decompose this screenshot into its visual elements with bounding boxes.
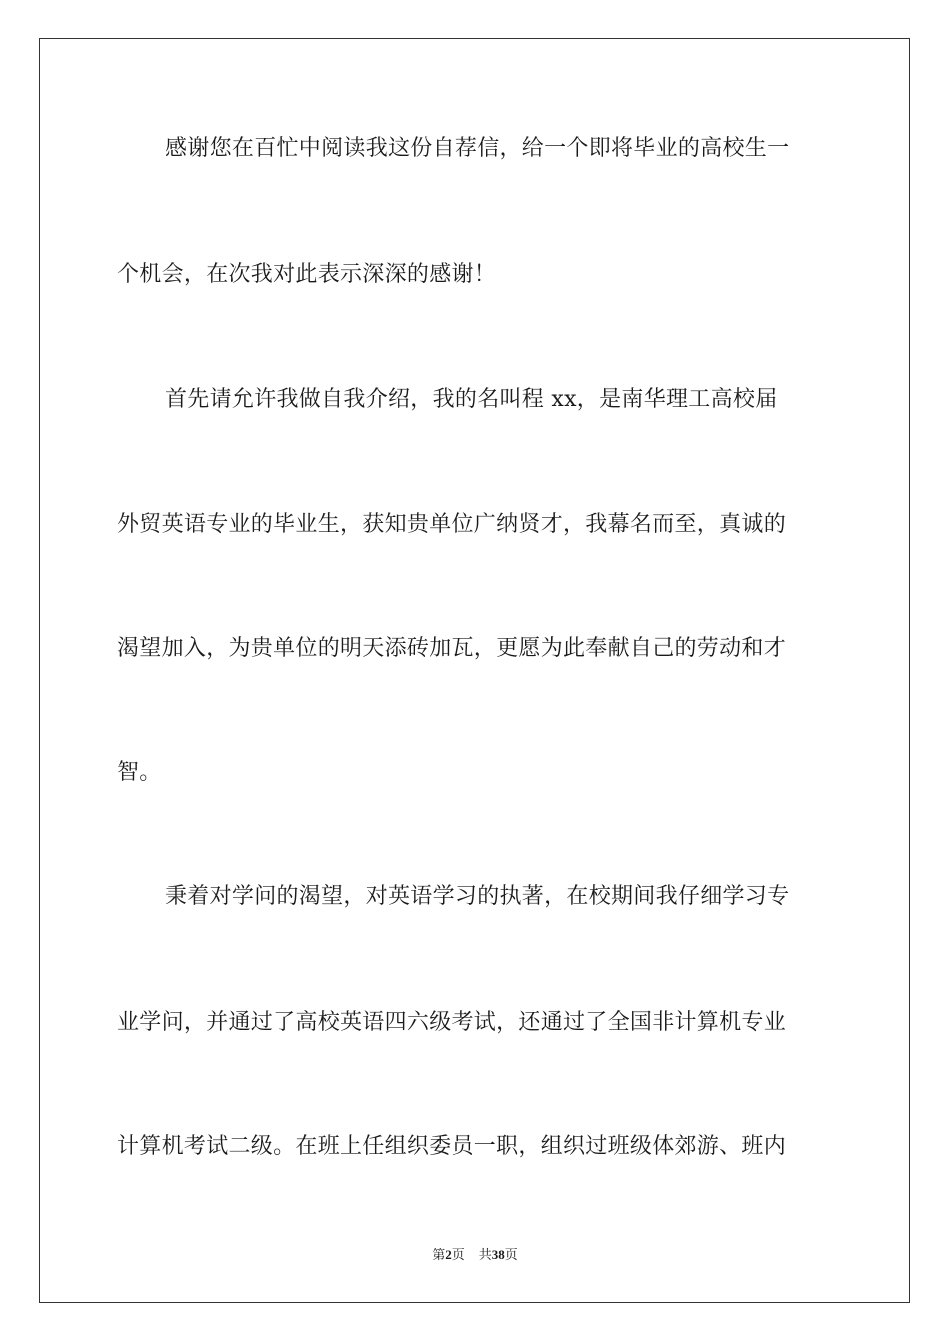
paragraph-line: 外贸英语专业的毕业生，获知贵单位广纳贤才，我幕名而至，真诚的: [117, 512, 787, 537]
paragraph-line: 秉着对学问的渴望，对英语学习的执著，在校期间我仔细学习专: [165, 884, 790, 909]
page-prefix: 第: [432, 1248, 446, 1263]
page-border: [39, 38, 910, 1303]
page-footer: [0, 1246, 950, 1265]
paragraph-line: 业学问，并通过了高校英语四六级考试，还通过了全国非计算机专业: [117, 1010, 787, 1035]
paragraph-line: 智。: [117, 760, 162, 785]
paragraph-line: 感谢您在百忙中阅读我这份自荐信，给一个即将毕业的高校生一: [165, 136, 790, 161]
page-suffix: 页: [451, 1248, 465, 1263]
total-prefix: 共: [478, 1248, 492, 1263]
paragraph-line: 计算机考试二级。在班上任组织委员一职，组织过班级体郊游、班内: [117, 1134, 787, 1159]
paragraph-line: 个机会，在次我对此表示深深的感谢！: [117, 262, 497, 287]
paragraph-line: 首先请允许我做自我介绍，我的名叫程 xx，是南华理工高校届: [165, 387, 778, 412]
page-number: 2: [445, 1247, 452, 1262]
total-suffix: 页: [504, 1248, 518, 1263]
total-pages: 38: [491, 1247, 505, 1262]
paragraph-line: 渴望加入，为贵单位的明天添砖加瓦，更愿为此奉献自己的劳动和才: [117, 636, 787, 661]
